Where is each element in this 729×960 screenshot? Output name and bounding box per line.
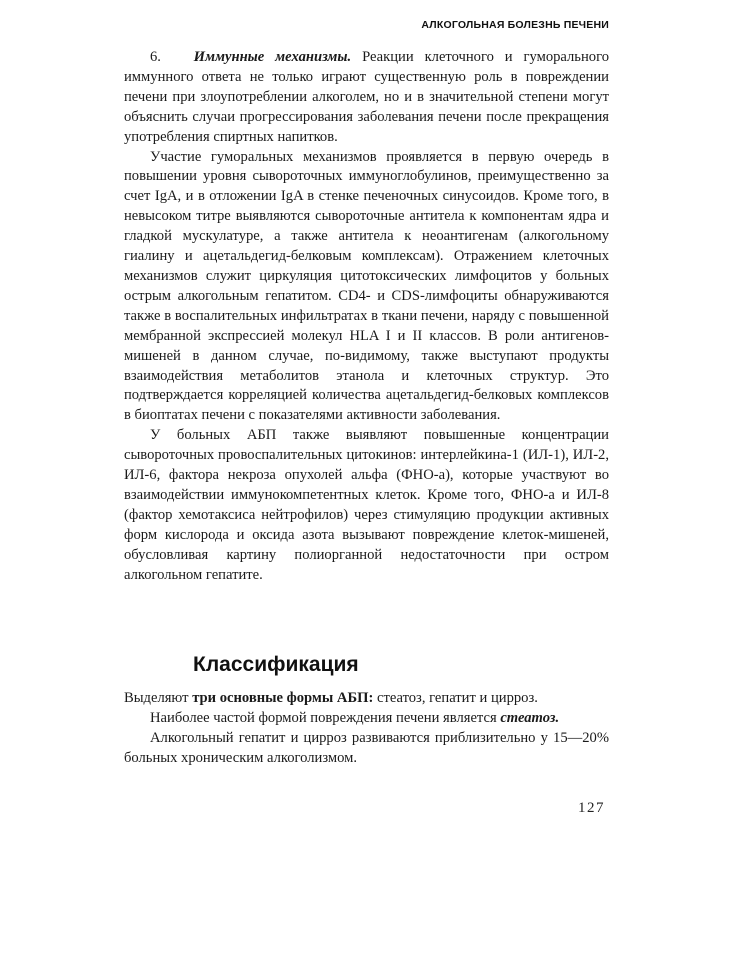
paragraph-cytokines: У больных АБП также выявляют повышенные концентрации сывороточных провоспалительных цитокинов: интерлейкина-1 (ИЛ-1), ИЛ-2, ИЛ-6, фактора некроза опухолей альфа (ФНО-а), которые участвуют во взаимодействии иммунокомпетентных клеток. Кроме того, ФНО-а и ИЛ-8 (фактор хемотаксиса нейтрофилов) через стимуляцию продукции активных форм кислорода и оксида азота вызывают повреждение клеток-мишеней, обусловливая картину полиорганной недостаточности при остром алкогольном гепатите. <box>124 427 609 583</box>
forms-pre: Выделяют <box>124 690 193 706</box>
paragraph-immune-mechanisms <box>124 48 609 148</box>
paragraph-steatosis <box>124 709 609 729</box>
running-head: АЛКОГОЛЬНАЯ БОЛЕЗНЬ ПЕЧЕНИ <box>421 19 609 31</box>
body-text-lower <box>124 689 609 769</box>
steatosis-term: стеатоз. <box>500 709 560 726</box>
forms-post: стеатоз, гепатит и цирроз. <box>373 690 538 706</box>
page-number: 127 <box>578 800 605 816</box>
steatosis-pre: Наиболее частой формой повреждения печени является <box>150 709 501 726</box>
paragraph-humoral: Участие гуморальных механизмов проявляется в первую очередь в повышении уровня сывороточных иммуноглобулинов, преимущественно за счет IgA, и в отложении IgA в стенке печеночных синусоидов. Кроме того, в невысоком титре выявляются сывороточные антитела к компонентам ядра и гладкой мускулатуре, а также антитела к неоантигенам (алкогольному гиалину и ацетальдегид-белковым комплексам). Отражением клеточных механизмов служит циркуляция цитотоксических лимфоцитов у больных острым алкогольным гепатитом. CD4- и CDS-лимфоциты обнаруживаются также в воспалительных инфильтратах в ткани печени, наряду с повышенной мембранной экспрессией молекул HLA I и II классов. В роли антигенов-мишеней в данном случае, по-видимому, также выступают продукты взаимодействия метаболитов этанола и клеточных структур. Это подтверждается корреляцией количества ацетальдегид-белковых комплексов в биоптатах печени с показателями активности заболевания. <box>124 148 609 424</box>
forms-bold: три основные формы АБП: <box>192 690 374 706</box>
item-term: Иммунные механизмы. <box>193 49 352 65</box>
section-heading: Классификация <box>193 653 359 676</box>
item-number: 6. <box>150 49 161 65</box>
body-text-upper <box>124 48 609 585</box>
paragraph-forms <box>124 689 609 709</box>
item-text: Реакции клеточного и гуморального иммунного ответа не только играют существенную роль в повреждении печени при злоупотреблении алкоголем, но и в значительной степени могут объяснить случаи прогрессирования заболевания печени после прекращения употребления спиртных напитков. <box>124 49 609 145</box>
paragraph-hepatitis-cirrhosis: Алкогольный гепатит и цирроз развиваются приблизительно у 15—20% больных хроническим алкоголизмом. <box>124 729 609 766</box>
